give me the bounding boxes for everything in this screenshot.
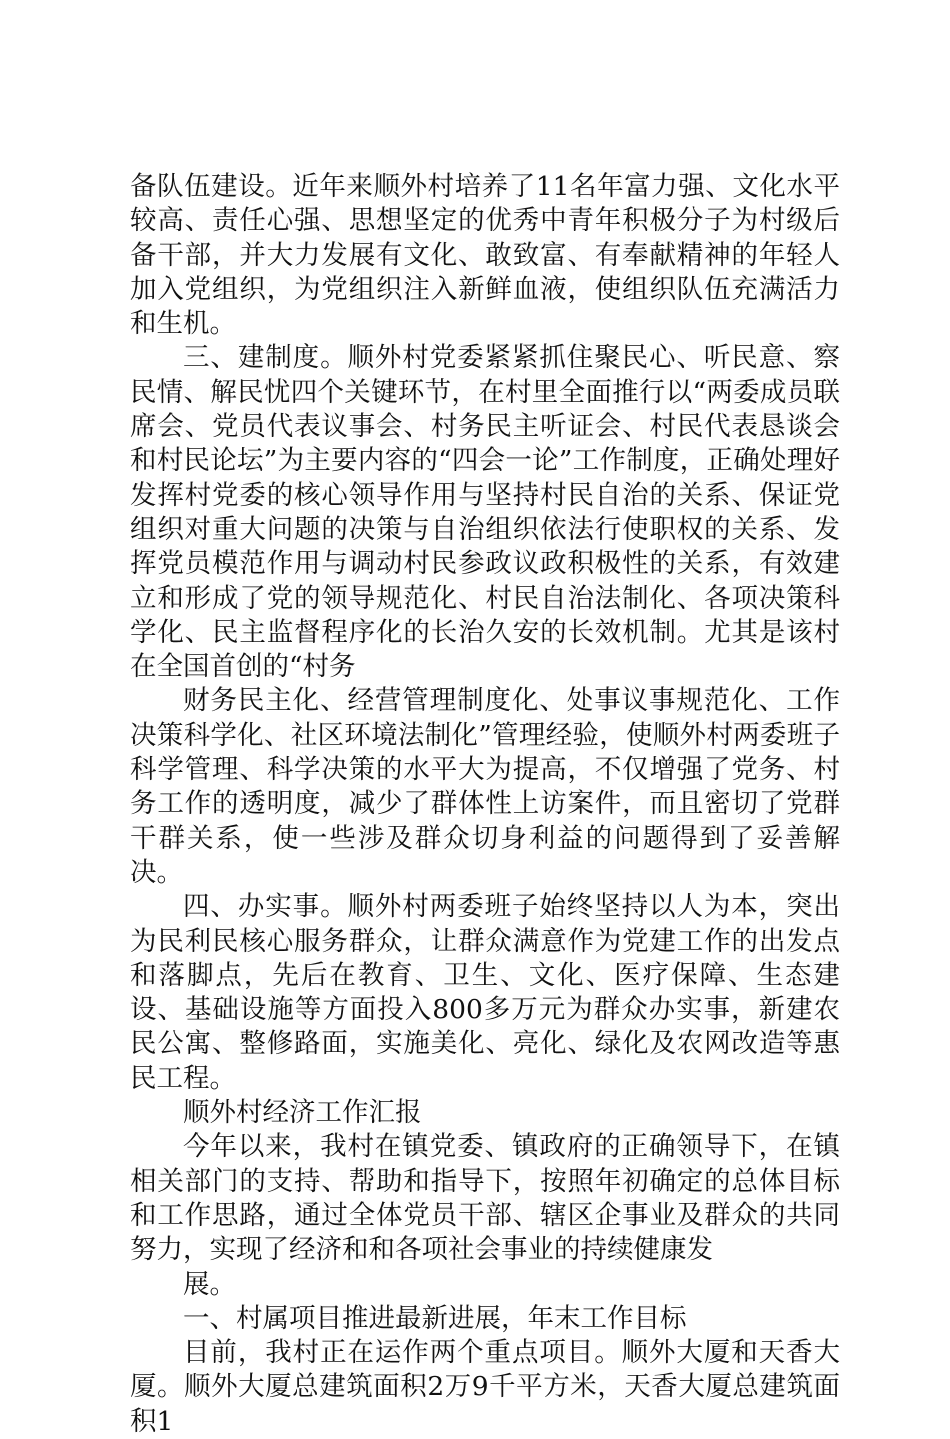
paragraph-management-experience: 财务民主化、经营管理制度化、处事议事规范化、工作决策科学化、社区环境法制化”管理经验，使顺外村两委班子科学管理、科学决策的水平大为提高，不仅增强了党务、村务工作的透明度，减少了群体性上访案件，而且密切了党群干群关系，使一些涉及群众切身利益的问题得到了妥善解决。: [130, 685, 840, 888]
section-title-economic-report: 顺外村经济工作汇报: [183, 1097, 422, 1129]
paragraph-development-end: 展。: [183, 1268, 236, 1300]
paragraph-build-system: 三、建制度。顺外村党委紧紧抓住聚民心、听民意、察民情、解民忧四个关键环节，在村里全面推行以“两委成员联席会、党员代表议事会、村务民主听证会、村民代表恳谈会和村民论坛”为主要内容的“四会一论”工作制度，正确处理好发挥村党委的核心领导作用与坚持村民自治的关系、保证党组织对重大问题的决策与自治组织依法行使职权的关系、发挥党员模范作用与调动村民参政议政积极性的关系，有效建立和形成了党的领导规范化、村民自治法制化、各项决策科学化、民主监督程序化的长治久安的长效机制。尤其是该村在全国首创的“村务: [130, 342, 840, 683]
paragraph-report-intro: 今年以来，我村在镇党委、镇政府的正确领导下，在镇相关部门的支持、帮助和指导下，按照年初确定的总体目标和工作思路，通过全体党员干部、辖区企事业及群众的共同努力，实现了经济和和各项社会事业的持续健康发: [130, 1131, 840, 1266]
paragraph-reserve-team: 备队伍建设。近年来顺外村培养了11名年富力强、文化水平较高、责任心强、思想坚定的优秀中青年积极分子为村级后备干部，并大力发展有文化、敢致富、有奉献精神的年轻人加入党组织，为党组织注入新鲜血液，使组织队伍充满活力和生机。: [130, 171, 840, 340]
heading-project-progress: 一、村属项目推进最新进展，年末工作目标: [183, 1302, 687, 1334]
paragraph-key-projects: 目前，我村正在运作两个重点项目。顺外大厦和天香大厦。顺外大厦总建筑面积2万9千平方米，天香大厦总建筑面积1: [130, 1337, 840, 1437]
body-text: [130, 170, 840, 1439]
paragraph-practical-work: 四、办实事。顺外村两委班子始终坚持以人为本，突出为民利民核心服务群众，让群众满意作为党建工作的出发点和落脚点，先后在教育、卫生、文化、医疗保障、生态建设、基础设施等方面投入800多万元为群众办实事，新建农民公寓、整修路面，实施美化、亮化、绿化及农网改造等惠民工程。: [130, 891, 840, 1094]
